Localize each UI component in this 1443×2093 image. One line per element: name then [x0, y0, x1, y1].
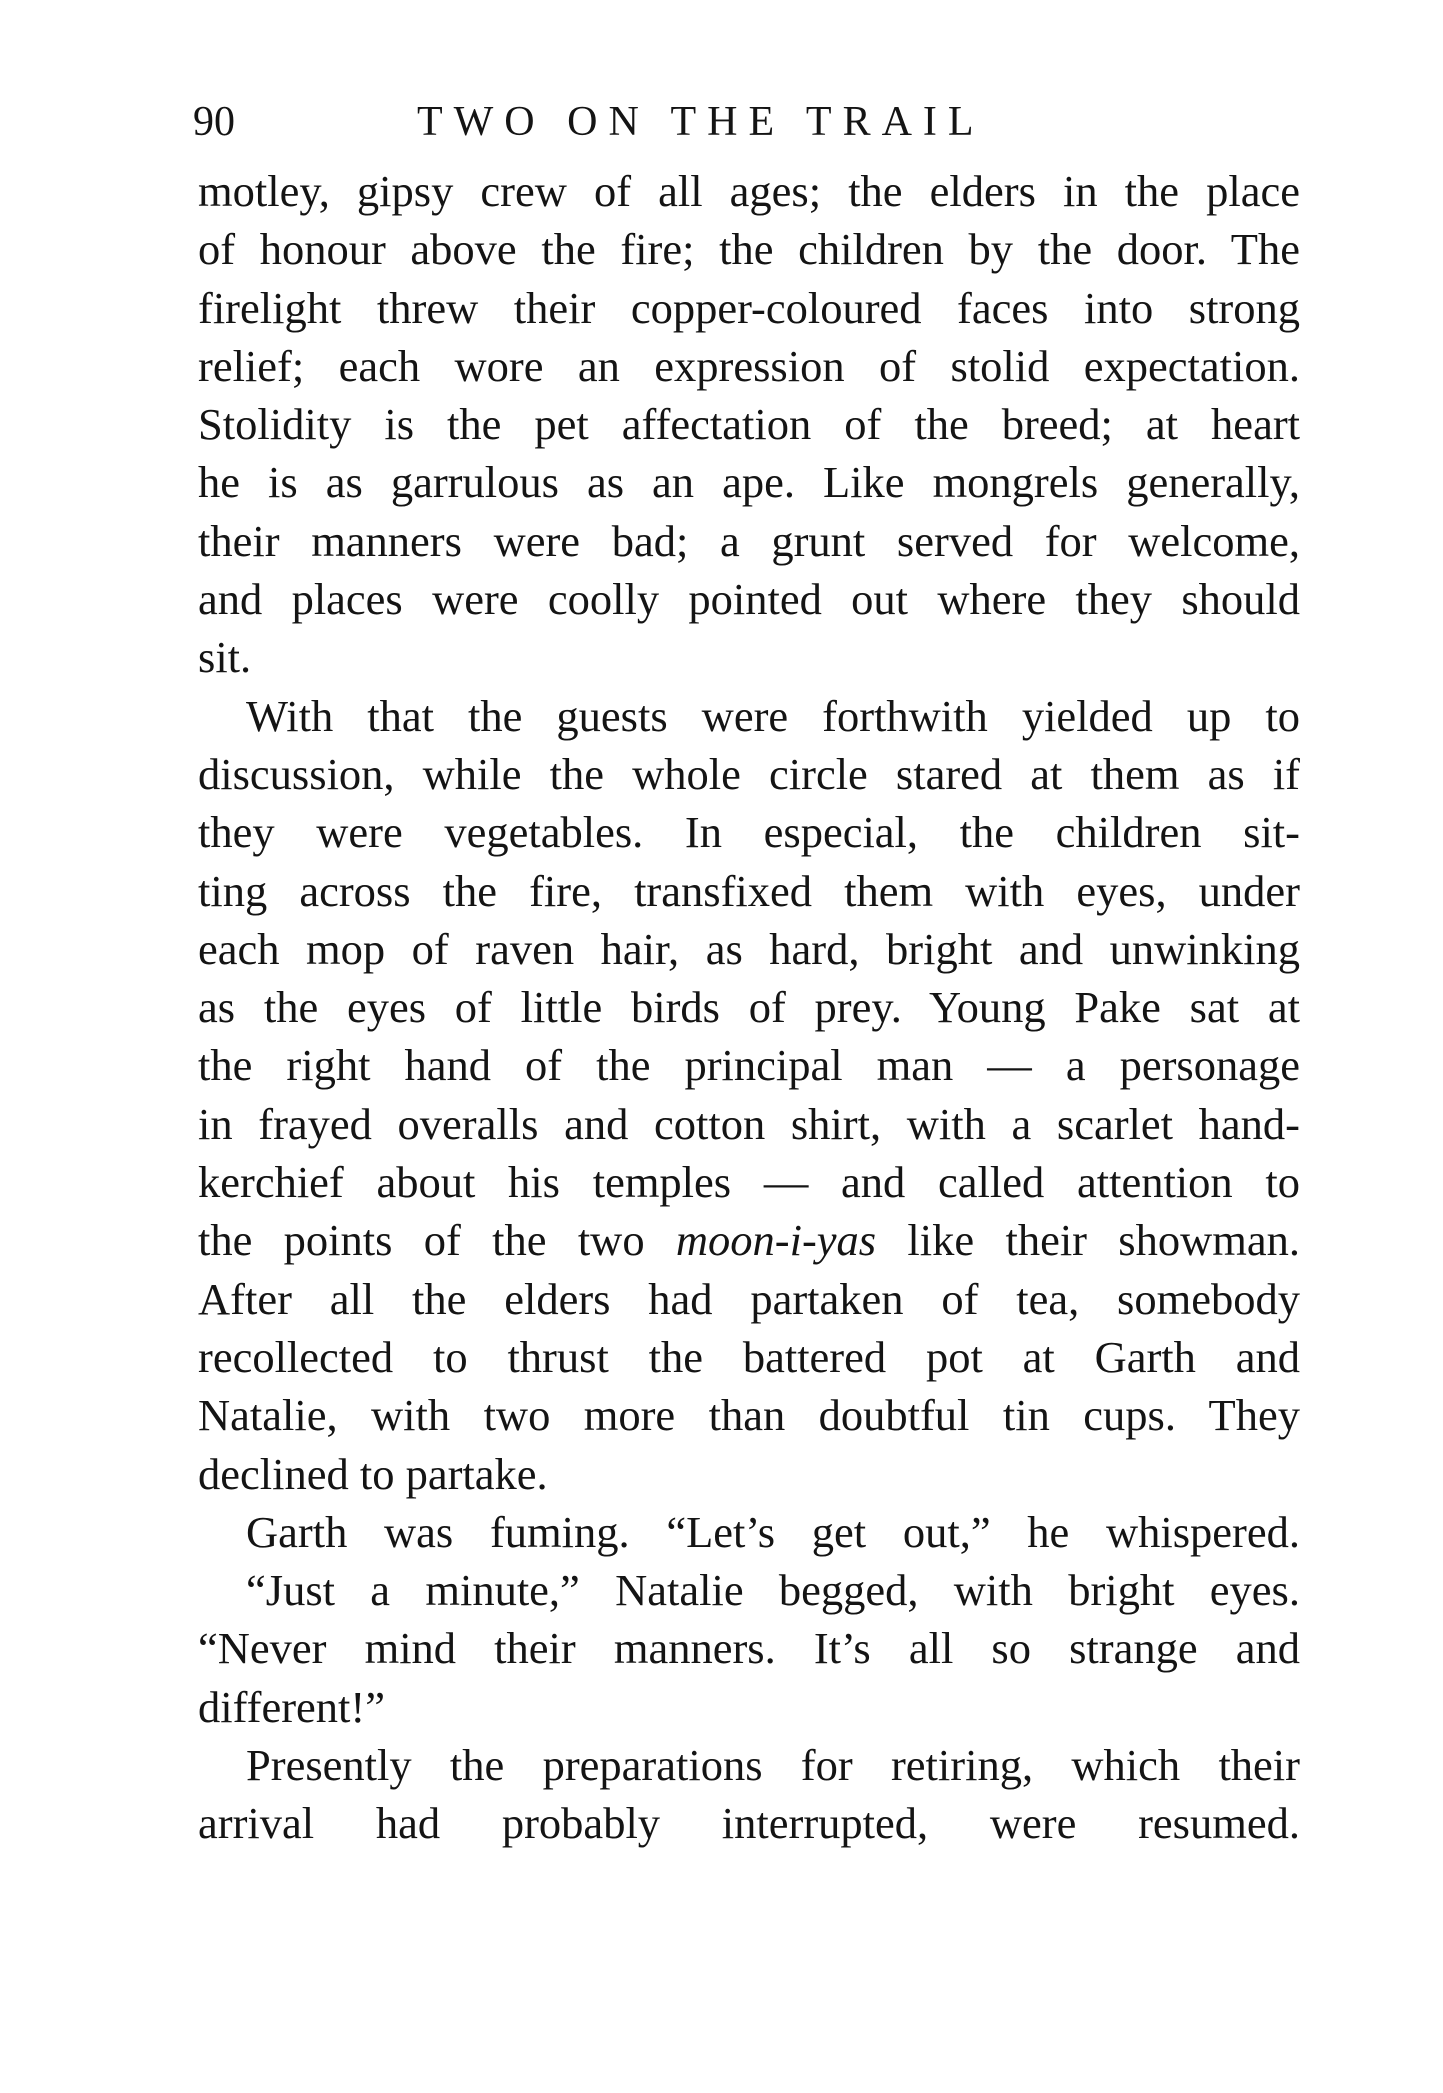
text-line: firelight threw their copper-coloured faces into strong	[198, 282, 1300, 333]
text-line: they were vegetables. In especial, the children sit-	[198, 807, 1300, 858]
text-line: motley, gipsy crew of all ages; the elders in the place	[198, 166, 1300, 216]
text-line: in frayed overalls and cotton shirt, with a scarlet hand-	[198, 1098, 1300, 1149]
text-line: as the eyes of little birds of prey. Young Pake sat at	[198, 982, 1300, 1033]
text-line: recollected to thrust the battered pot at Garth and	[198, 1331, 1300, 1382]
text-line: With that the guests were forthwith yielded up to	[246, 690, 1300, 741]
text-line: discussion, while the whole circle stared at them as if	[198, 748, 1300, 799]
text-line: Garth was fuming. “Let’s get out,” he whispered.	[246, 1506, 1300, 1557]
text-line: and places were coolly pointed out where they should	[198, 574, 1300, 625]
text-line: “Just a minute,” Natalie begged, with bright eyes.	[246, 1565, 1300, 1616]
text-line: he is as garrulous as an ape. Like mongrels generally,	[198, 457, 1300, 508]
text-line: sit.	[198, 632, 252, 683]
text-line: each mop of raven hair, as hard, bright and unwinking	[198, 923, 1300, 974]
text-line: declined to partake.	[198, 1448, 548, 1499]
text-run: the points of the two	[198, 1215, 676, 1266]
text-line: Natalie, with two more than doubtful tin cups. They	[198, 1390, 1300, 1441]
page-number: 90	[193, 99, 235, 145]
text-line: of honour above the fire; the children by the door. The	[198, 224, 1300, 275]
text-line: Stolidity is the pet affectation of the breed; at heart	[198, 399, 1300, 450]
text-line: After all the elders had partaken of tea, somebody	[198, 1273, 1300, 1324]
italic-word: moon-i-yas	[675, 1215, 877, 1266]
text-line: Presently the preparations for retiring, which their	[246, 1740, 1300, 1791]
body-text	[198, 162, 1300, 1853]
text-line: relief; each wore an expression of stolid expectation.	[198, 340, 1300, 391]
text-line: the right hand of the principal man — a personage	[198, 1040, 1300, 1091]
running-head	[193, 92, 1293, 152]
text-line: different!”	[198, 1681, 385, 1732]
text-line-with-italic	[198, 1211, 1300, 1269]
text-line: “Never mind their manners. It’s all so strange and	[198, 1623, 1300, 1674]
text-line: their manners were bad; a grunt served for welcome,	[198, 515, 1300, 566]
text-line: kerchief about his temples — and called attention to	[198, 1157, 1300, 1208]
running-title: TWO ON THE TRAIL	[417, 99, 985, 145]
text-line: arrival had probably interrupted, were resumed.	[198, 1798, 1300, 1849]
text-run: like their showman.	[876, 1215, 1300, 1266]
text-line: ting across the fire, transfixed them with eyes, under	[198, 865, 1300, 916]
